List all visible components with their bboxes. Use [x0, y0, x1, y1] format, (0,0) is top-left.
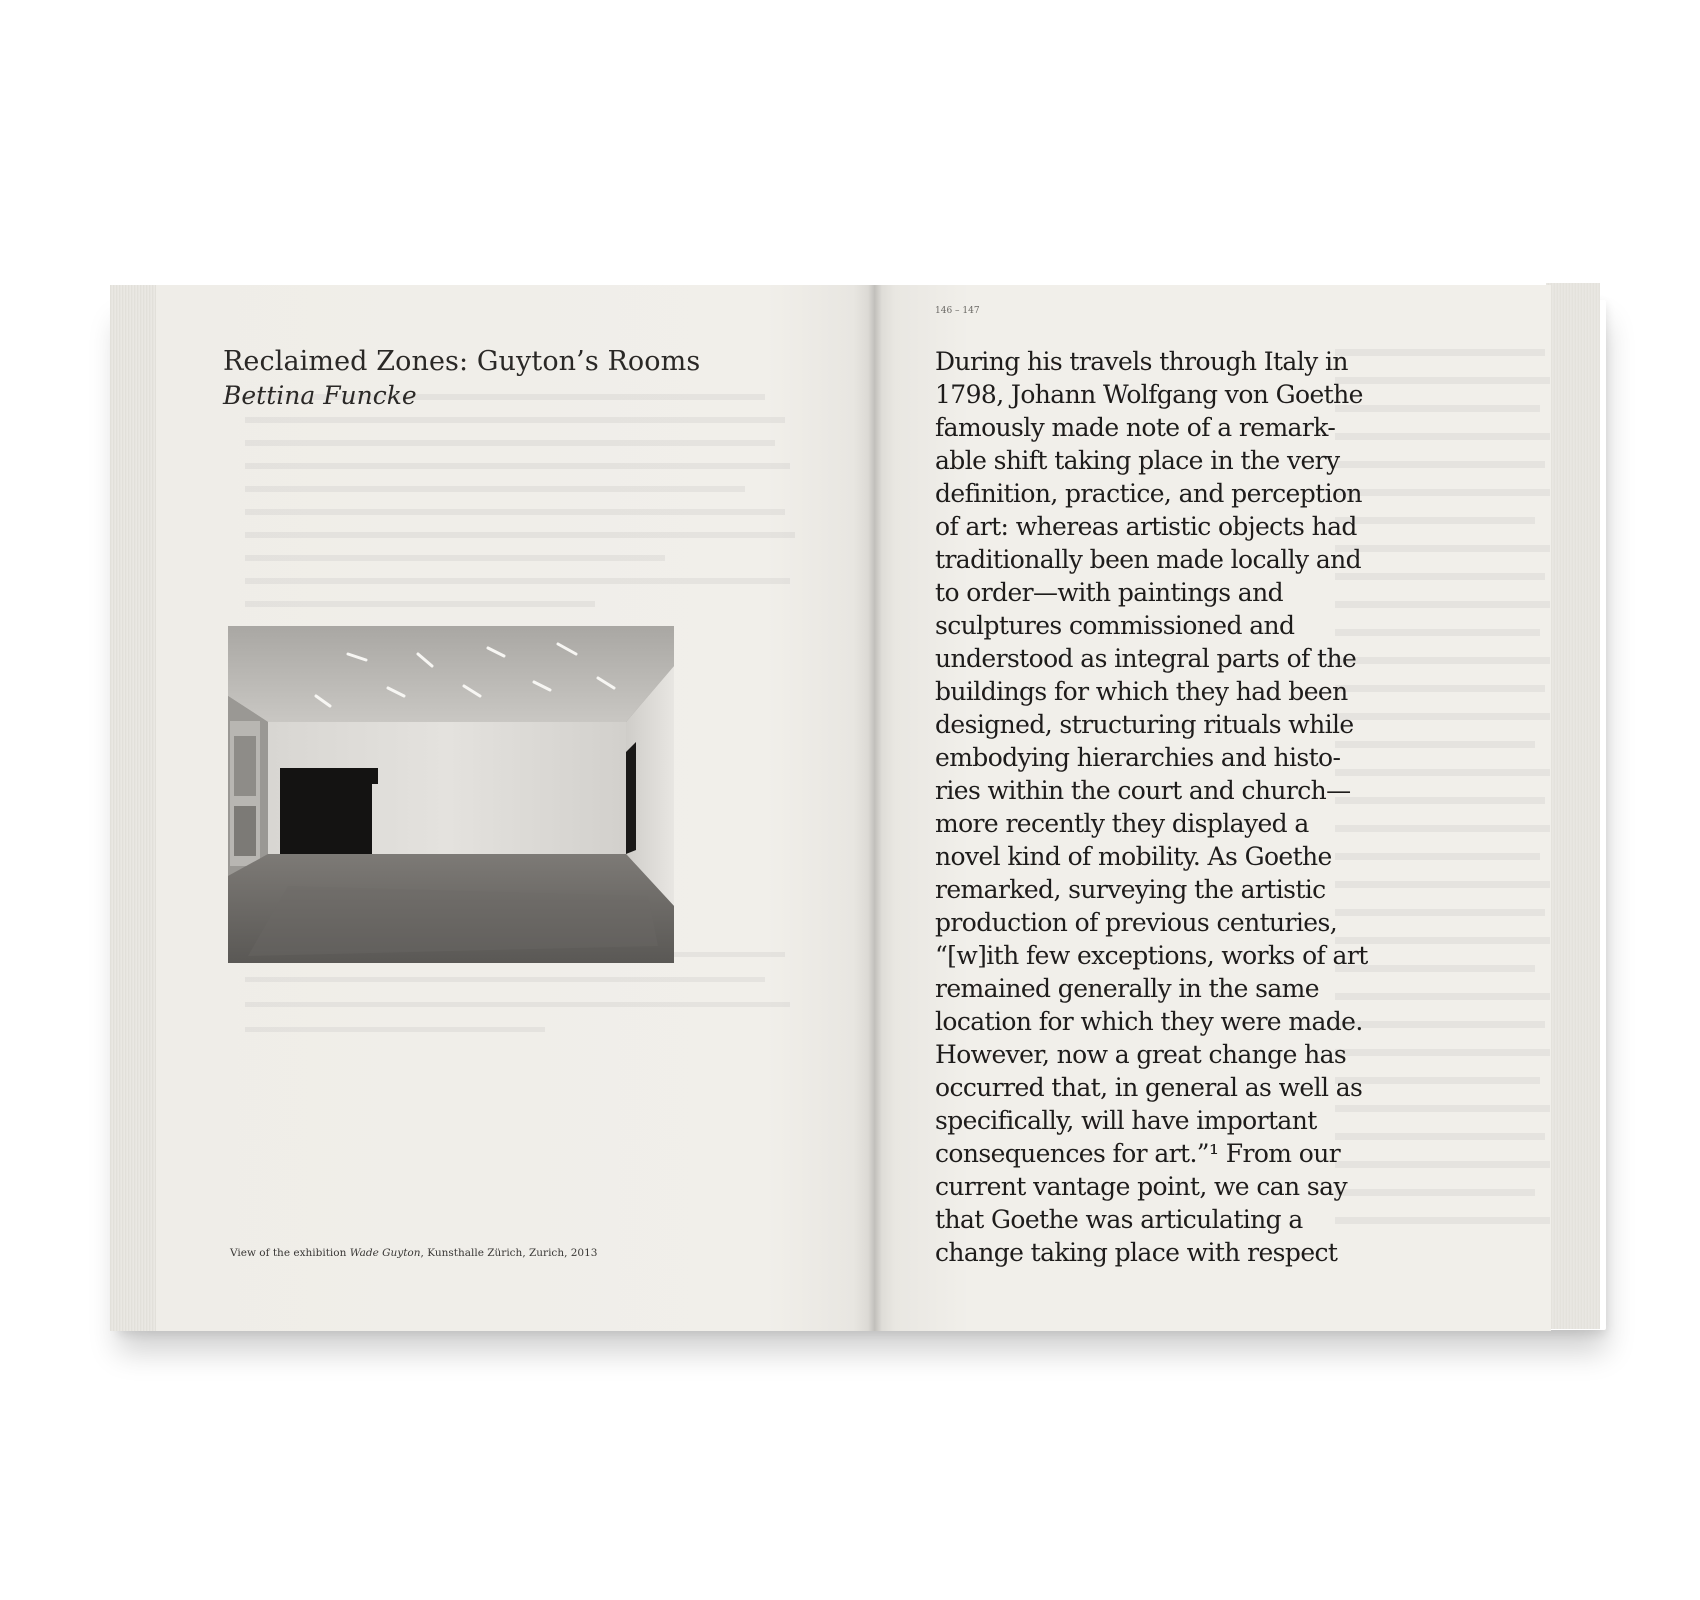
body-line: understood as integral parts of the: [935, 644, 1357, 673]
caption-suffix: , Kunsthalle Zürich, Zurich, 2013: [420, 1247, 598, 1259]
body-line: sculptures commissioned and: [935, 611, 1295, 640]
body-line: “[w]ith few exceptions, works of art: [935, 941, 1368, 970]
body-line: However, now a great change has: [935, 1040, 1347, 1069]
body-line: During his travels through Italy in: [935, 347, 1348, 376]
caption-prefix: View of the exhibition: [230, 1247, 350, 1259]
photo-caption: [230, 1247, 597, 1259]
body-line: buildings for which they had been: [935, 677, 1348, 706]
body-line: designed, structuring rituals while: [935, 710, 1354, 739]
body-line: current vantage point, we can say: [935, 1172, 1347, 1201]
essay-author: Bettina Funcke: [223, 381, 417, 410]
essay-title: Reclaimed Zones: Guyton’s Rooms: [223, 346, 701, 377]
body-line: of art: whereas artistic objects had: [935, 512, 1357, 541]
body-line: to order—with paintings and: [935, 578, 1284, 607]
body-line: novel kind of mobility. As Goethe: [935, 842, 1332, 871]
body-line: definition, practice, and perception: [935, 479, 1362, 508]
body-line: able shift taking place in the very: [935, 446, 1340, 475]
body-line: 1798, Johann Wolfgang von Goethe: [935, 380, 1363, 409]
body-line: consequences for art.”¹ From our: [935, 1139, 1341, 1168]
exhibition-photo: [228, 626, 674, 963]
caption-work-title: Wade Guyton: [349, 1247, 421, 1259]
body-line: occurred that, in general as well as: [935, 1073, 1363, 1102]
body-line: remained generally in the same: [935, 974, 1319, 1003]
page-edges-right: [1546, 283, 1600, 1329]
body-line: specifically, will have important: [935, 1106, 1317, 1135]
essay-body: [935, 345, 1375, 1269]
body-line: remarked, surveying the artistic: [935, 875, 1326, 904]
book-gutter: [868, 285, 882, 1331]
body-line: ries within the court and church—: [935, 776, 1351, 805]
body-line: change taking place with respect: [935, 1238, 1338, 1267]
body-line: production of previous centuries,: [935, 908, 1338, 937]
page-edges-left: [110, 285, 160, 1331]
body-line: traditionally been made locally and: [935, 545, 1362, 574]
gallery-room-image: [228, 626, 674, 963]
body-line: location for which they were made.: [935, 1007, 1363, 1036]
body-line: famously made note of a remark-: [935, 413, 1336, 442]
page-numbers: 146 – 147: [935, 306, 980, 316]
body-line: more recently they displayed a: [935, 809, 1309, 838]
body-line: embodying hierarchies and histo-: [935, 743, 1341, 772]
body-line: that Goethe was articulating a: [935, 1205, 1303, 1234]
